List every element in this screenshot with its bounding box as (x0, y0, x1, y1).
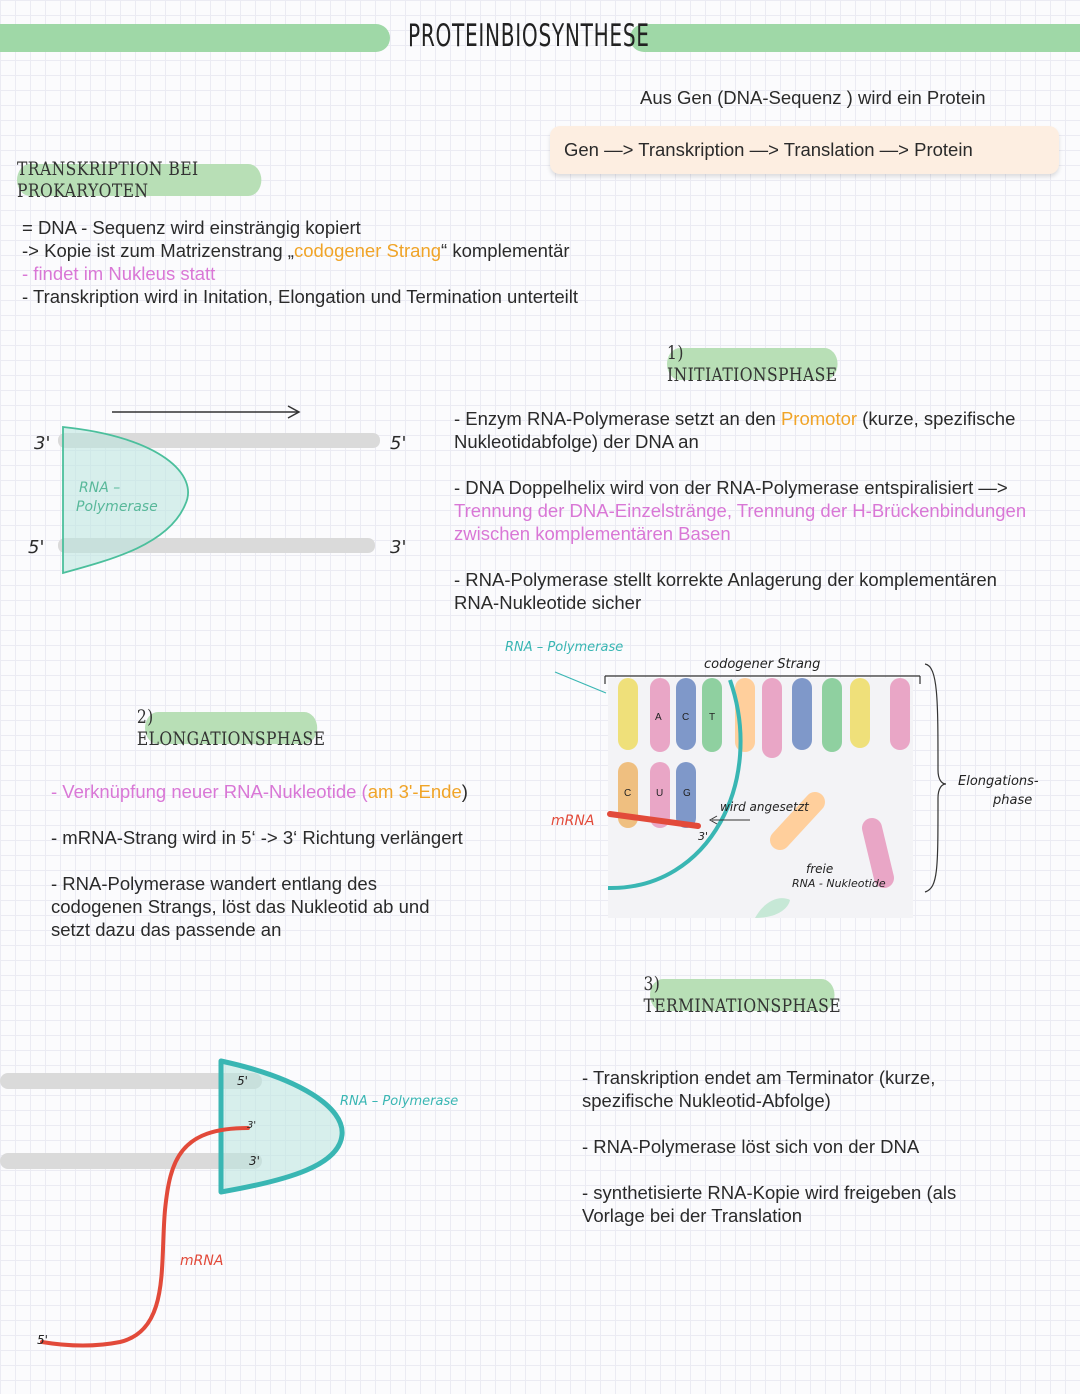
termination-diagram (0, 1050, 360, 1360)
base-t: T (709, 712, 716, 723)
header-bar-left (0, 24, 390, 52)
transcription-line-2 (22, 239, 570, 262)
base-c: C (682, 712, 690, 723)
term-five-top: 5' (237, 1074, 248, 1088)
termination-bullet-1-line-2: spezifische Nukleotid-Abfolge) (582, 1090, 831, 1111)
dna-top-right-5: 5' (390, 433, 407, 454)
initiation-bullet-2-line-1: - DNA Doppelhelix wird von der RNA-Polymerase entspiralisiert —> (454, 477, 1008, 498)
section-heading-elongation: 2) ELONGATIONSPHASE (136, 706, 326, 750)
termination-bullet-3-line-2: Vorlage bei der Translation (582, 1205, 803, 1226)
b1-post: (kurze, spezifische (857, 408, 1016, 429)
base-u-rna: U (656, 788, 664, 799)
section-heading-transcription: TRANSKRIPTION BEI PROKARYOTEN (17, 164, 261, 196)
transcription-line-1: = DNA - Sequenz wird einsträngig kopiert (22, 217, 361, 238)
elongation-bullet-3-line-2: codogenen Strangs, löst das Nukleotid ab und (51, 896, 430, 917)
dna-bottom-right-3: 3' (390, 537, 407, 558)
line2-pre: -> Kopie ist zum Matrizenstrang „ (22, 240, 294, 261)
elongation-diagram (540, 660, 960, 925)
header-bar-right (630, 24, 1080, 52)
codogener-strang-highlight: codogener Strang (293, 240, 442, 261)
elongation-b1-post: ) (461, 781, 468, 802)
page-title: PROTEINBIOSYNTHESE (408, 18, 650, 54)
flow-box: Gen —> Transkription —> Translation —> Protein (550, 126, 1059, 174)
transcription-line-3: - findet im Nukleus statt (22, 263, 216, 284)
term-three-mid: 3' (247, 1120, 257, 1131)
term-three-low: 3' (249, 1154, 260, 1168)
dna-top-left-3: 3' (34, 433, 51, 454)
term-polymerase-label: RNA – Polymerase (340, 1094, 459, 1109)
base-g-rna: G (683, 788, 691, 799)
promotor-highlight: Promotor (780, 408, 858, 429)
elongation-bullet-2: - mRNA-Strang wird in 5‘ -> 3‘ Richtung verlängert (51, 827, 463, 848)
intro-line: Aus Gen (DNA-Sequenz ) wird ein Protein (640, 87, 986, 108)
elongation-phase-label-1: Elongations- (958, 774, 1039, 789)
transcription-line-4: - Transkription wird in Initation, Elongation und Termination unterteilt (22, 286, 578, 307)
initiation-bullet-3-line-1: - RNA-Polymerase stellt korrekte Anlagerung der komplementären (454, 569, 997, 590)
elongation-b1-pre: - Verknüpfung neuer RNA-Nukleotide ( (51, 781, 368, 802)
enzyme-label-2: Polymerase (76, 499, 158, 515)
termination-bullet-3-line-1: - synthetisierte RNA-Kopie wird freigeben (als (582, 1182, 957, 1203)
dna-bottom-left-5: 5' (28, 537, 45, 558)
base-a: A (655, 712, 662, 723)
elongation-phase-label-2: phase (993, 793, 1033, 808)
enzyme-label-1: RNA – (79, 480, 121, 496)
elongation-bullet-1 (51, 780, 468, 803)
term-mrna-label: mRNA (180, 1253, 224, 1269)
three-prime-end-highlight: am 3'-Ende (367, 781, 462, 802)
initiation-bullet-3-line-2: RNA-Nukleotide sicher (454, 592, 642, 613)
initiation-bullet-2-line-2: Trennung der DNA-Einzelstränge, Trennung der H-Brückenbindungen (454, 500, 1027, 521)
initiation-bullet-1 (454, 407, 1015, 430)
elongation-polymerase-label: RNA – Polymerase (505, 640, 624, 655)
termination-bullet-2: - RNA-Polymerase löst sich von der DNA (582, 1136, 920, 1157)
line2-post: “ komplementär (441, 240, 570, 261)
elongation-bullet-3-line-1: - RNA-Polymerase wandert entlang des (51, 873, 377, 894)
termination-bullet-1-line-1: - Transkription endet am Terminator (kurze, (582, 1067, 936, 1088)
base-c-rna: C (624, 788, 632, 799)
b1-pre: - Enzym RNA-Polymerase setzt an den (454, 408, 781, 429)
elongation-bullet-3-line-3: setzt dazu das passende an (51, 919, 282, 940)
attached-label: wird angesetzt (720, 800, 809, 814)
codogen-strand-label: codogener Strang (704, 657, 821, 672)
initiation-bullet-2-line-3: zwischen komplementären Basen (454, 523, 731, 544)
initiation-bullet-1-line-2: Nukleotidabfolge) der DNA an (454, 431, 699, 452)
elongation-mrna-label: mRNA (551, 813, 595, 829)
free-nucleotides-label-2: RNA - Nukleotide (792, 877, 886, 890)
three-prime-mrna-label: 3' (698, 830, 709, 843)
initiation-diagram (0, 395, 440, 585)
term-five-end: 5' (37, 1333, 48, 1347)
free-nucleotides-label-1: freie (806, 862, 834, 876)
section-heading-initiation: 1) INITIATIONSPHASE (667, 342, 838, 386)
section-heading-termination: 3) TERMINATIONSPHASE (643, 973, 842, 1017)
